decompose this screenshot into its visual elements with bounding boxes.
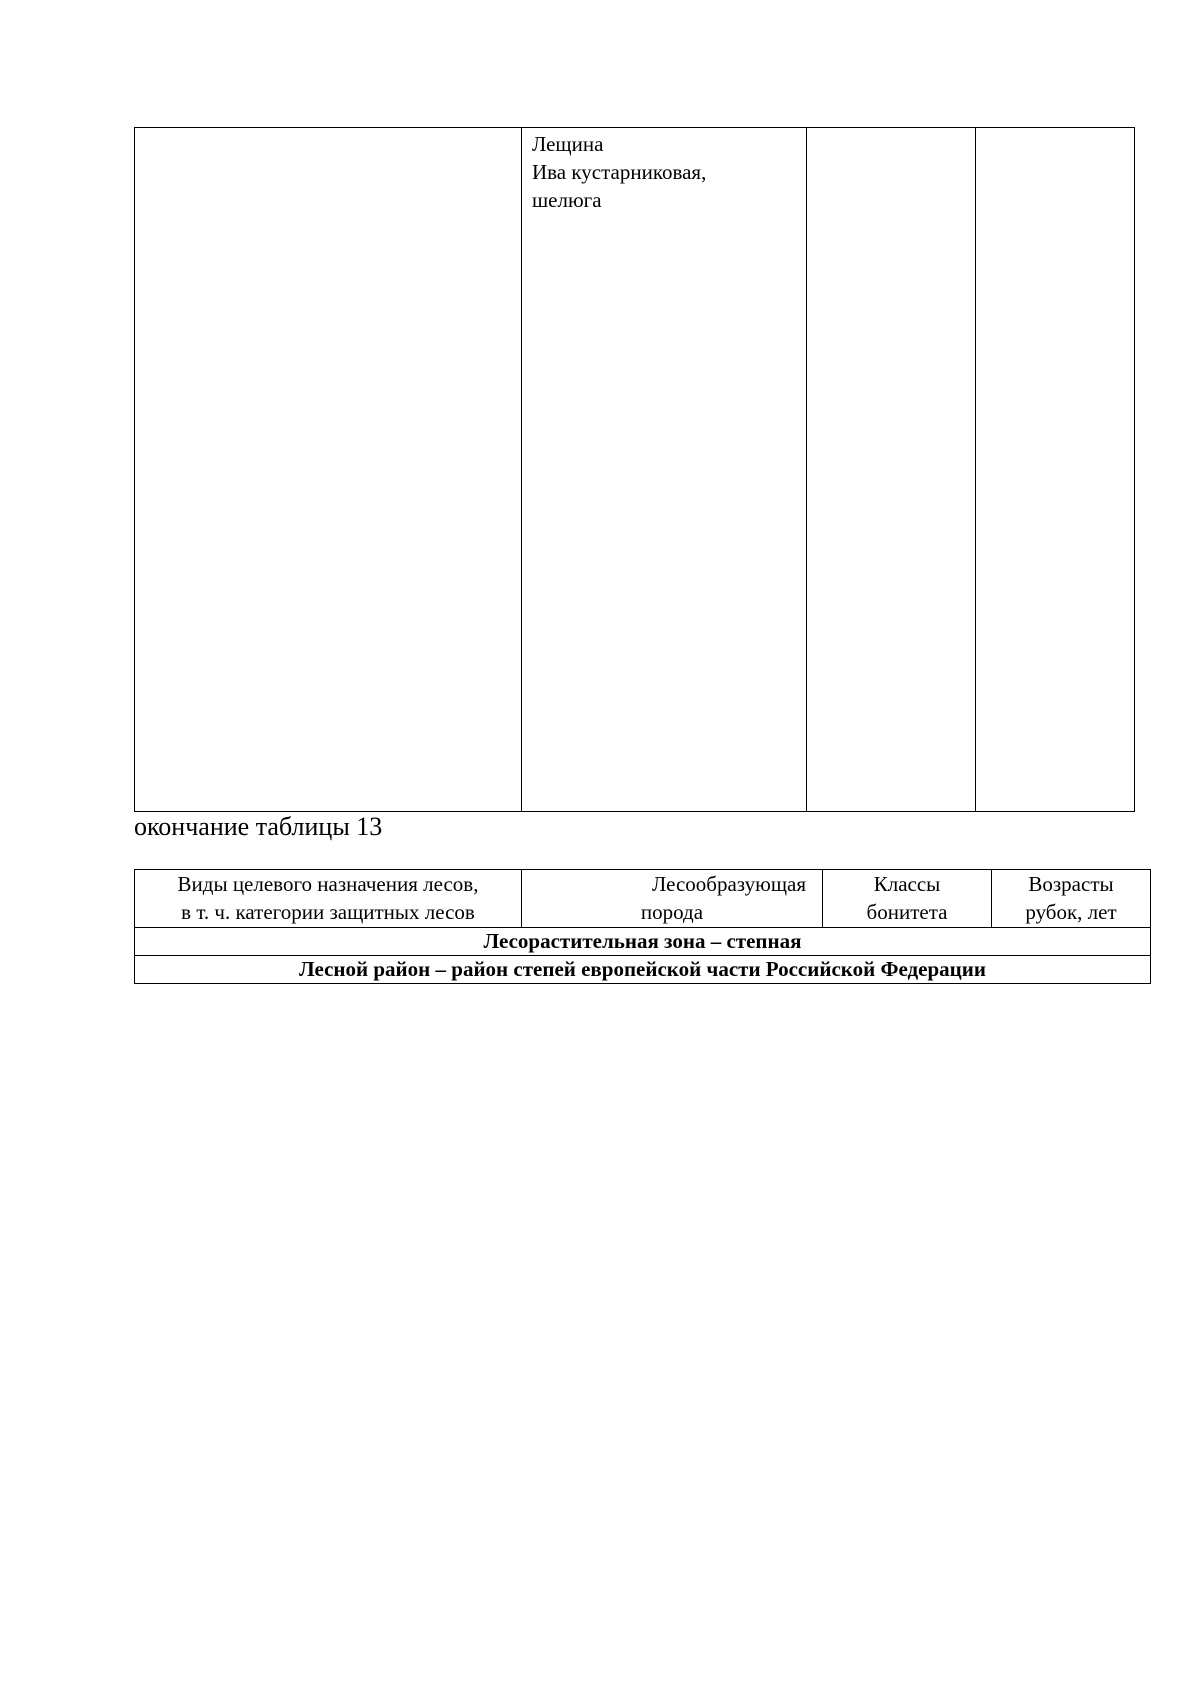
zone-cell: Лесорастительная зона – степная xyxy=(135,928,1151,956)
species-cell xyxy=(522,128,807,812)
species-item: Ива кустарниковая, xyxy=(532,160,707,184)
header-site-class xyxy=(823,870,992,928)
header-site-class-line2: бонитета xyxy=(866,900,948,924)
header-felling-age-line1: Возрасты xyxy=(1028,872,1114,896)
species-item: шелюга xyxy=(532,188,602,212)
continuation-table xyxy=(134,127,1135,812)
header-species xyxy=(522,870,823,928)
district-cell: Лесной район – район степей европейской части Российской Федерации xyxy=(135,956,1151,984)
table-caption: окончание таблицы 13 xyxy=(134,812,383,841)
header-purpose xyxy=(135,870,522,928)
header-purpose-line2: в т. ч. категории защитных лесов xyxy=(181,900,475,924)
purpose-cell xyxy=(135,128,522,812)
site-class-cell xyxy=(807,128,976,812)
header-species-line2: порода xyxy=(640,900,704,924)
species-list xyxy=(522,128,806,214)
district-row xyxy=(135,956,1151,984)
header-felling-age xyxy=(992,870,1151,928)
header-species-line1: Лесообразующая xyxy=(652,872,806,896)
table-header-row xyxy=(135,870,1151,928)
forest-table xyxy=(134,869,1151,984)
header-purpose-line1: Виды целевого назначения лесов, xyxy=(177,872,479,896)
zone-row xyxy=(135,928,1151,956)
species-item: Лещина xyxy=(532,132,604,156)
header-site-class-line1: Классы xyxy=(873,872,941,896)
header-felling-age-line2: рубок, лет xyxy=(1025,900,1117,924)
felling-age-cell xyxy=(976,128,1135,812)
